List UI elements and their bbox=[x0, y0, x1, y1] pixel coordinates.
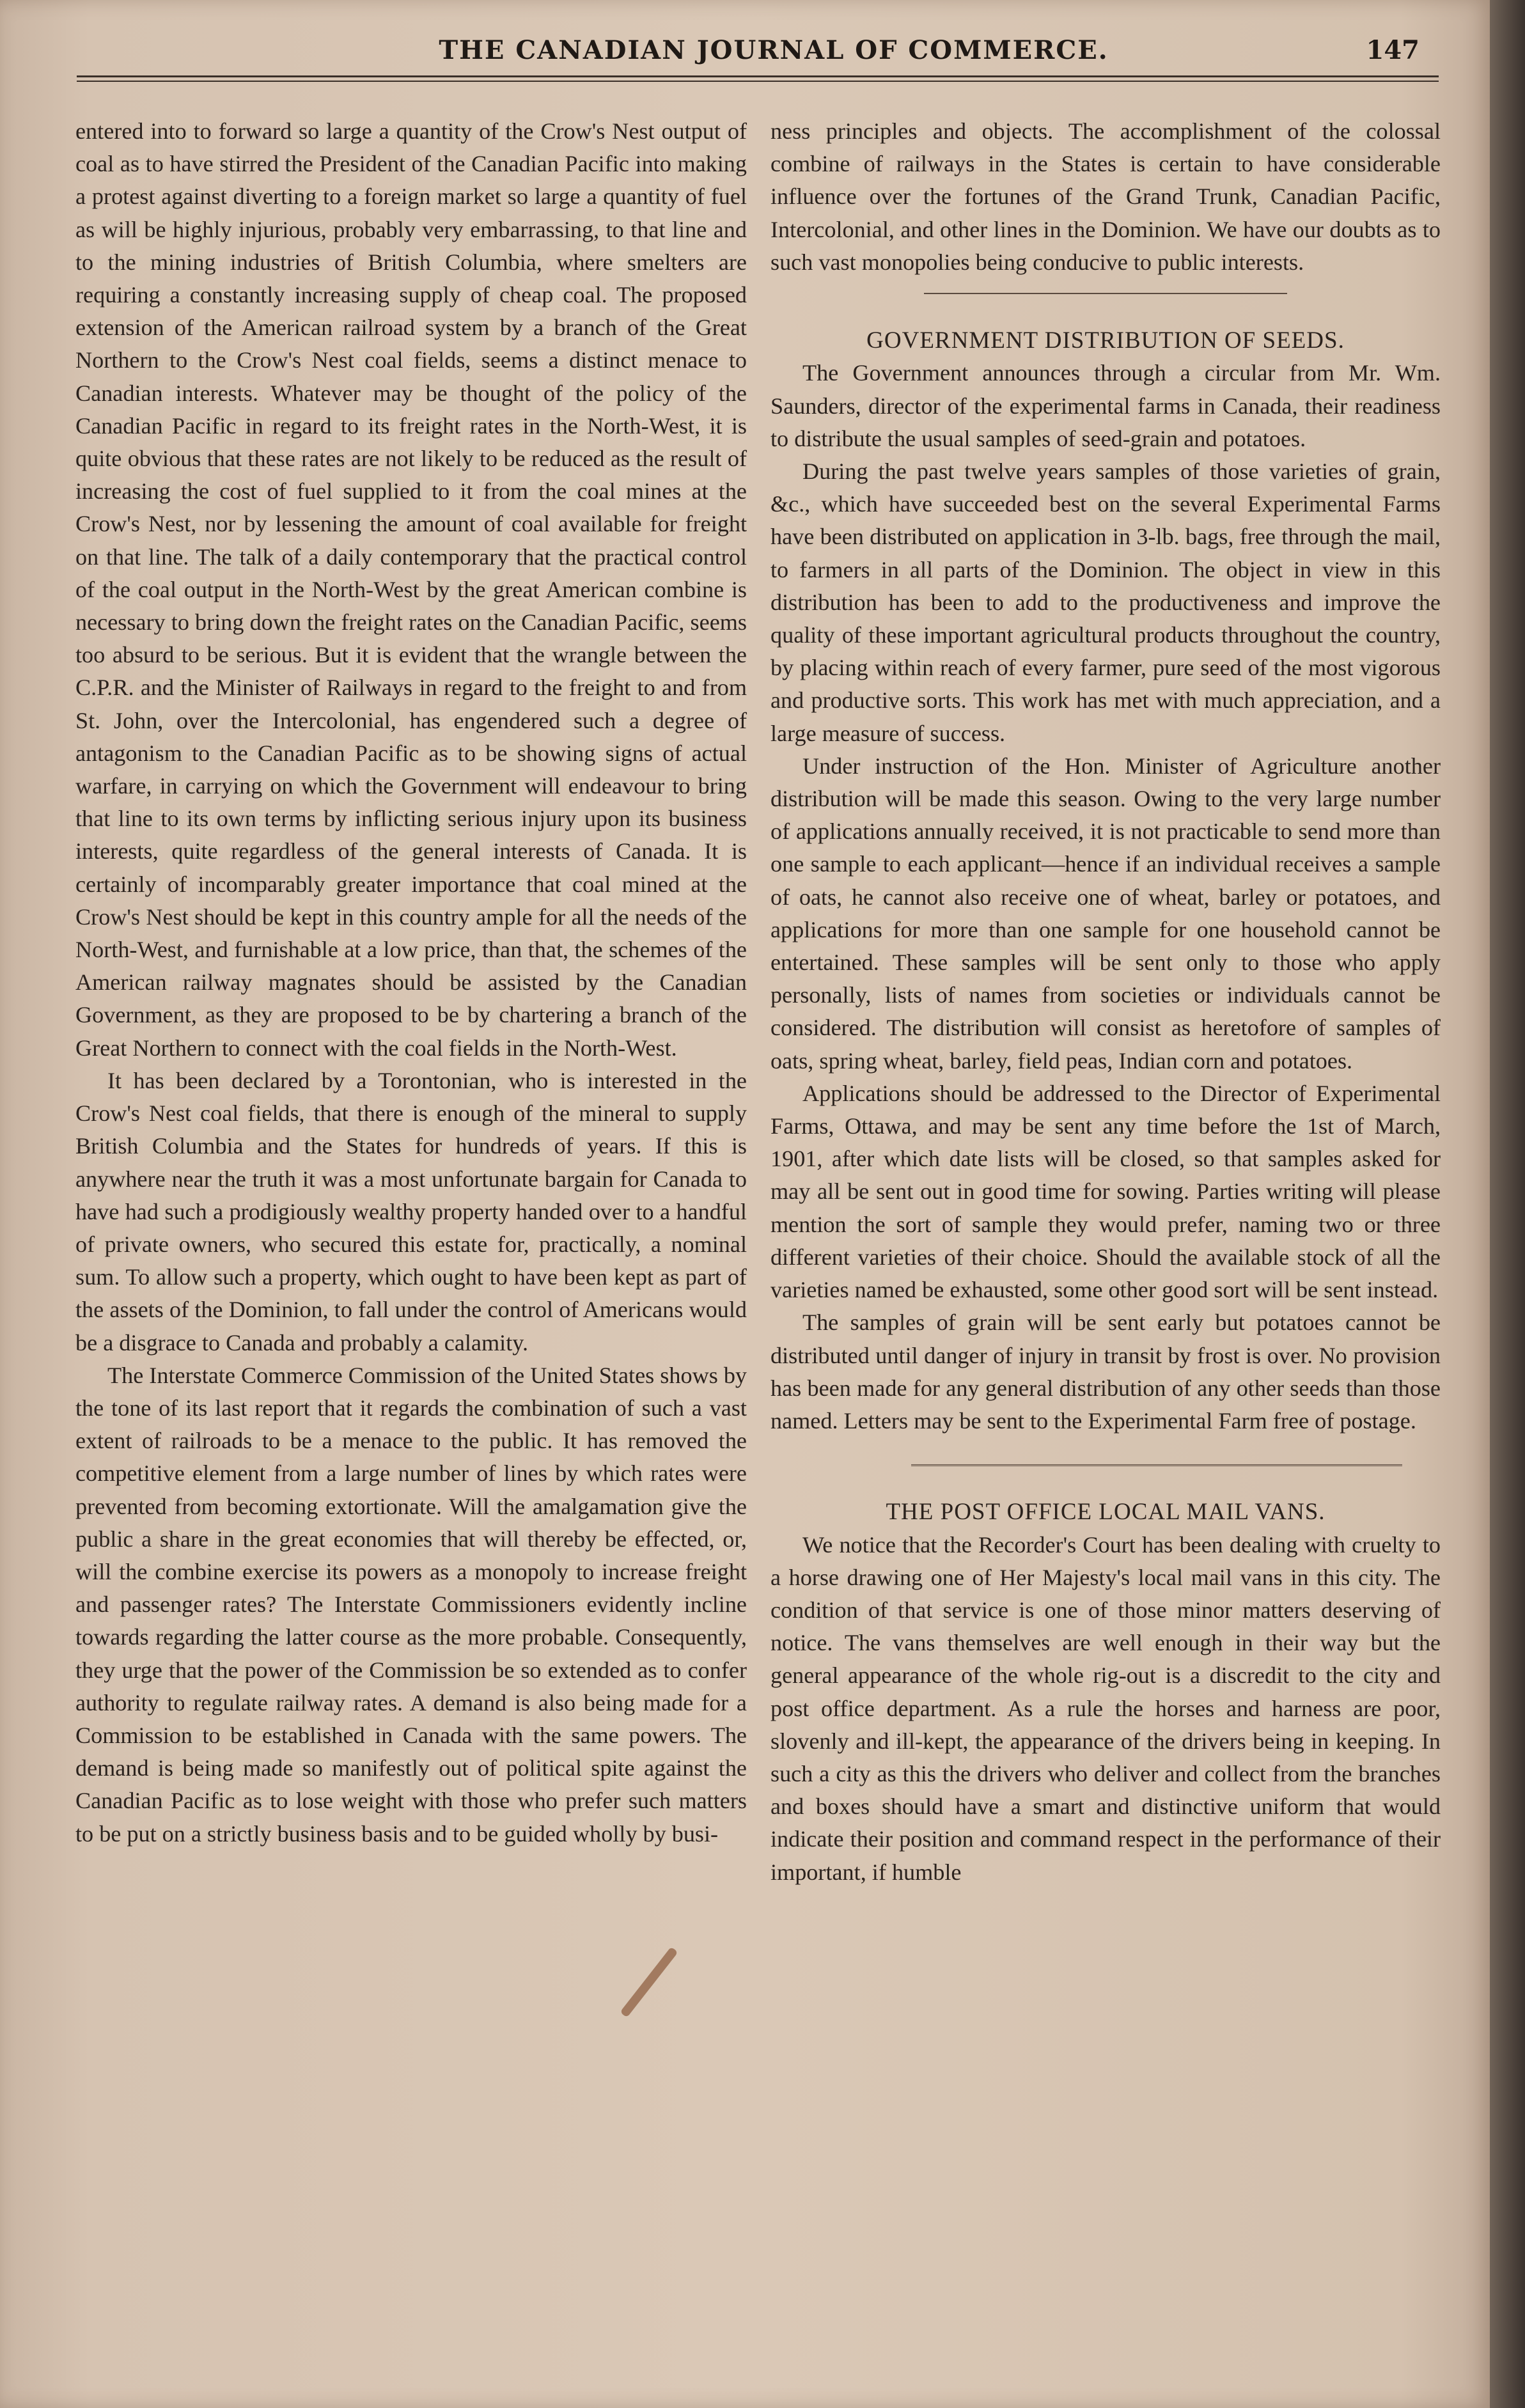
article-paragraph: Under instruction of the Hon. Minister of Agriculture another distribution will be made this season. Owing to the very large number of applications annually received, it is not practicable to send more than one sample to each applicant—hence if an individual receives a sample of oats, he cannot also receive one of wheat, barley or potatoes, and applications for more than one sample for one household cannot be entertained. These samples will be sent only to those who apply personally, lists of names from societies or individuals cannot be considered. The distribution will consist as heretofore of samples of oats, spring wheat, barley, field peas, Indian corn and potatoes. bbox=[770, 753, 1441, 1074]
section-divider bbox=[770, 1450, 1441, 1483]
page-header bbox=[77, 35, 1471, 74]
article-paragraph: We notice that the Recorder's Court has been dealing with cruelty to a horse drawing one of Her Majesty's local mail vans in this city. The condition of that service is one of those minor matters deserving of notice. The vans themselves are well enough in their way but the general appearance of the whole rig-out is a discredit to the city and post office department. As a rule the horses and harness are poor, slovenly and ill-kept, the appearance of the drivers being in keeping. In such a city as this the drivers who deliver and collect from the branches and boxes should have a smart and distinctive uniform that would indicate their position and command respect in the performance of their important, if humble bbox=[770, 1531, 1441, 1885]
article-paragraph: During the past twelve years samples of those varieties of grain, &c., which have succeeded best on the several Experimental Farms have been distributed on application in 3-lb. bags, free through the mail, to farmers in all parts of the Dominion. The object in view in this distribution has been to add to the productiveness and improve the quality of these important agricultural products throughout the country, by placing within reach of every farmer, pure seed of the most vigorous and productive sorts. This work has met with much appreciation, and a large measure of success. bbox=[770, 458, 1441, 746]
header-rule bbox=[77, 75, 1439, 82]
ink-smudge bbox=[620, 1946, 678, 2017]
article-paragraph: entered into to forward so large a quantity of the Crow's Nest output of coal as to have stirred the President of the Canadian Pacific into making a protest against diverting to a foreign market so large a quantity of fuel as will be highly injurious, probably very embarrassing, to that line and to the mining industries of British Columbia, where smelters are requiring a constantly increasing supply of cheap coal. The proposed extension of the American railroad system by a branch of the Great Northern to the Crow's Nest coal fields, seems a distinct menace to Canadian interests. Whatever may be thought of the policy of the Canadian Pacific in regard to its freight rates in the North-West, it is quite obvious that these rates are not likely to be reduced as the result of increasing the cost of fuel supplied to it from the coal mines at the Crow's Nest, nor by lessening the amount of coal available for freight on that line. The talk of a daily contemporary that the practical control of the coal output in the North-West by the great American combine is necessary to bring down the freight rates on the Canadian Pacific, seems too absurd to be serious. But it is evident that the wrangle between the C.P.R. and the Minister of Railways in regard to the freight to and from St. John, over the Intercolonial, has engendered such a degree of antagonism to the Canadian Pacific as to be showing signs of actual warfare, in carrying on which the Government will endeavour to bring that line to its own terms by inflicting serious injury upon its business interests, quite regardless of the general interests of Canada. It is certainly of incomparably greater importance that coal mined at the Crow's Nest should be kept in this country ample for all the needs of the North-West, and furnishable at a low price, than that, the schemes of the American railway magnates should be assisted by the Canadian Government, as they are proposed to be by chartering a branch of the Great Northern to connect with the coal fields in the North-West. bbox=[75, 118, 747, 1061]
section-divider bbox=[770, 279, 1441, 311]
article-paragraph: It has been declared by a Torontonian, who is interested in the Crow's Nest coal fields, that there is enough of the mineral to supply British Columbia and the States for hundreds of years. If this is anywhere near the truth it was a most unfortunate bargain for Canada to have had such a prodigiously wealthy property handed over to a handful of private owners, who secured this estate for, practically, a nominal sum. To allow such a property, which ought to have been kept as part of the assets of the Dominion, to fall under the control of Americans would be a disgrace to Canada and probably a calamity. bbox=[75, 1067, 747, 1356]
right-column bbox=[770, 115, 1441, 1889]
page-edge-shadow bbox=[1490, 0, 1525, 2408]
article-paragraph: The samples of grain will be sent early but potatoes cannot be distributed until danger of injury in transit by frost is over. No provision has been made for any general distribution of any other seeds than those named. Letters may be sent to the Experimental Farm free of postage. bbox=[770, 1310, 1441, 1434]
section-heading-seeds: GOVERNMENT DISTRIBUTION OF SEEDS. bbox=[866, 327, 1345, 354]
article-paragraph: Applications should be addressed to the Director of Experimental Farms, Ottawa, and may be sent any time before the 1st of March, 1901, after which date lists will be closed, so that samples asked for may all be sent out in good time for sowing. Parties writing will please mention the sort of sample they would prefer, naming two or three different varieties of their choice. Should the available stock of all the varieties named be exhausted, some other good sort will be sent instead. bbox=[770, 1080, 1441, 1303]
section-heading-mail-vans: THE POST OFFICE LOCAL MAIL VANS. bbox=[886, 1499, 1326, 1526]
left-column bbox=[75, 115, 747, 1850]
running-title: THE CANADIAN JOURNAL OF COMMERCE. bbox=[439, 35, 1109, 65]
article-paragraph: The Government announces through a circular from Mr. Wm. Saunders, director of the experimental farms in Canada, their readiness to distribute the usual samples of seed-grain and potatoes. bbox=[770, 360, 1441, 451]
article-paragraph: ness principles and objects. The accomplishment of the colossal combine of railways in the States is certain to have considerable influence over the fortunes of the Grand Trunk, Canadian Pacific, Intercolonial, and other lines in the Dominion. We have our doubts as to such vast monopolies being conducive to public interests. bbox=[770, 118, 1441, 275]
article-paragraph: The Interstate Commerce Commission of the United States shows by the tone of its last report that it regards the combination of such a vast extent of railroads to be a menace to the public. It has removed the competitive element from a large number of lines by which rates were prevented from becoming extortionate. Will the amalgamation give the public a share in the great economies that will thereby be effected, or, will the combine exercise its powers as a monopoly to increase freight and passenger rates? The Interstate Commissioners evidently incline towards regarding the latter course as the more probable. Consequently, they urge that the power of the Commission be so extended as to confer authority to regulate railway rates. A demand is also being made for a Commission to be established in Canada with the same powers. The demand is being made so manifestly out of political spite against the Canadian Pacific as to lose weight with those who prefer such matters to be put on a strictly business basis and to be guided wholly by busi- bbox=[75, 1362, 747, 1847]
page-number: 147 bbox=[1366, 35, 1419, 65]
